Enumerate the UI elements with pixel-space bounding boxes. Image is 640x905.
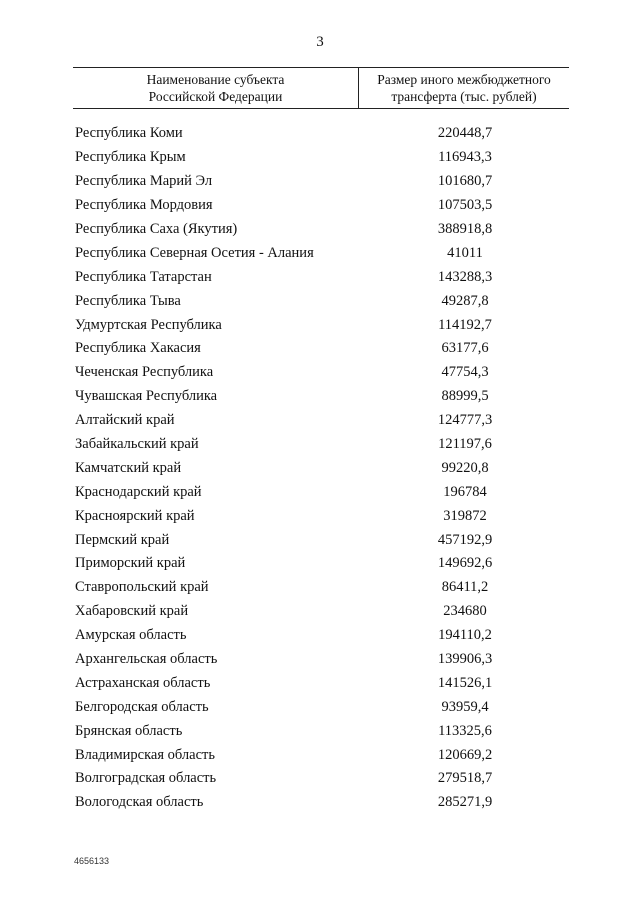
table-row [73,170,569,194]
transfer-amount: 63177,6 [441,340,489,357]
transfer-amount: 86411,2 [441,579,489,596]
table-row [73,289,569,313]
subject-name: Хабаровский край [75,603,189,620]
table-row [73,265,569,289]
transfer-amount: 113325,6 [438,722,492,739]
subject-name: Чеченская Республика [75,364,214,381]
table-row [73,385,569,409]
table-header [73,67,569,109]
transfer-amount: 101680,7 [437,173,493,190]
document-code: 4656133 [74,856,110,866]
page-number: 3 [316,34,324,50]
table-row [73,409,569,433]
subject-name: Чувашская Республика [75,388,218,405]
transfer-amount: 194110,2 [438,627,492,644]
header-transfer-amount-line2: трансферта (тыс. рублей) [391,89,537,104]
subject-name: Республика Саха (Якутия) [75,221,238,237]
transfer-amount: 388918,8 [437,221,493,237]
table-row [73,743,569,767]
table-row [73,695,569,719]
subject-name: Астраханская область [75,674,211,691]
subject-name: Пермский край [75,531,170,548]
table-row [73,528,569,552]
table-row [73,671,569,695]
subject-name: Забайкальский край [75,436,199,453]
header-subject-name-line1: Наименование субъекта [146,72,285,87]
transfer-amount: 141526,1 [437,674,493,691]
transfer-amount: 279518,7 [437,770,493,787]
table-row [73,433,569,457]
transfer-amount: 99220,8 [441,459,489,476]
table-row [73,122,569,146]
header-transfer-amount [359,68,569,108]
transfer-amount: 114192,7 [438,316,492,333]
subject-name: Республика Коми [75,125,183,142]
subject-name: Удмуртская Республика [75,316,222,333]
subject-name: Республика Крым [75,149,186,166]
table-row [73,719,569,743]
subject-name: Республика Тыва [75,292,181,309]
subject-name: Республика Мордовия [75,197,213,214]
table-row [73,552,569,576]
transfer-amount: 124777,3 [437,412,493,429]
subject-name: Красноярский край [75,507,195,524]
subject-name: Амурская область [75,627,187,644]
transfer-amount: 41011 [447,244,483,261]
table-row [73,648,569,672]
transfer-amount: 234680 [443,603,487,620]
subject-name: Краснодарский край [75,483,202,500]
transfer-amount: 93959,4 [441,698,489,715]
table-row [73,146,569,170]
table-row [73,600,569,624]
table-row [73,218,569,242]
subject-name: Республика Северная Осетия - Алания [75,244,314,261]
transfer-amount: 457192,9 [437,531,493,548]
transfer-amount: 139906,3 [437,651,493,668]
table-row [73,480,569,504]
table-row [73,504,569,528]
transfer-amount: 196784 [443,483,487,500]
table-row [73,456,569,480]
subject-name: Владимирская область [75,746,215,763]
header-transfer-amount-line1: Размер иного межбюджетного [377,72,551,87]
subject-name: Ставропольский край [75,579,209,596]
subject-name: Белгородская область [75,698,209,715]
table-row [73,624,569,648]
header-subject-name [73,68,359,108]
subject-name: Республика Марий Эл [75,173,213,190]
table-row [73,241,569,265]
subject-name: Республика Хакасия [75,340,201,357]
subject-name: Архангельская область [75,651,218,668]
table-row [73,194,569,218]
subject-name: Республика Татарстан [75,268,212,285]
subject-name: Брянская область [75,722,183,739]
table-row [73,313,569,337]
transfer-amount: 285271,9 [437,794,493,811]
transfer-amount: 88999,5 [441,388,489,405]
subject-name: Приморский край [75,555,186,572]
subject-name: Камчатский край [75,459,182,476]
table-body [73,122,569,815]
table-row [73,337,569,361]
transfer-amount: 49287,8 [441,292,489,309]
subject-name: Волгоградская область [75,770,217,787]
table-row [73,576,569,600]
table-row [73,767,569,791]
header-subject-name-line2: Российской Федерации [148,89,283,104]
transfer-amount: 121197,6 [438,436,492,453]
transfer-amount: 116943,3 [438,149,492,166]
table-row [73,361,569,385]
transfer-amount: 149692,6 [437,555,493,572]
transfer-amount: 319872 [443,507,487,524]
table-row [73,791,569,815]
transfer-amount: 120669,2 [437,746,493,763]
subject-name: Алтайский край [75,412,175,429]
transfer-amount: 47754,3 [441,364,489,381]
transfer-amount: 143288,3 [437,268,493,285]
transfer-amount: 107503,5 [437,197,493,214]
subject-name: Вологодская область [75,794,204,811]
transfer-amount: 220448,7 [437,125,493,142]
